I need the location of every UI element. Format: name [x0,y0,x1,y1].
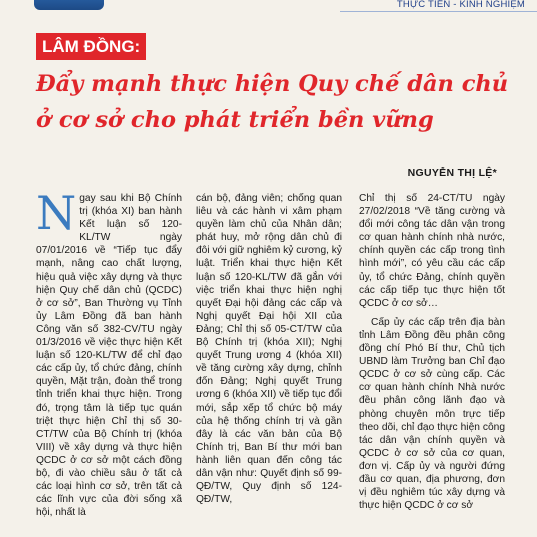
body-column-3 [359,192,505,537]
column-1-text: gay sau khi Bộ Chính trị (khóa XI) ban hành Kết luận số 120-KL/TW ngày 07/01/2016 về “Tiếp tục đẩy mạnh, nâng cao chất lượng, hiệu quả việc xây dựng và thực hiện Quy chế dân chủ (QCDC) ở cơ sở”, Ban Thường vụ Tỉnh ủy Lâm Đồng đã ban hành Công văn số 382-CV/TU ngày 01/3/2016 về việc thực hiện Kết luận số 120-KL/TW để chỉ đạo các cấp ủy, tổ chức đảng, chính quyền, Mặt trận, đoàn thể trong tỉnh triển khai thực hiện. Trong đó, trọng tâm là tiếp tục quán triệt thực hiện Chỉ thị số 30-CT/TW của Bộ Chính trị (khóa VIII) về xây dựng và thực hiện QCDC ở cơ sở một cách đồng bộ, đi vào chiều sâu ở tất cả các loại hình cơ sở, trên tất cả các lĩnh vực của đời sống xã hội, nhất là [36,193,182,519]
drop-cap: N [36,192,77,240]
column-3-paragraph-2: Cấp ủy các cấp trên địa bàn tỉnh Lâm Đồng đều phân công đồng chí Phó Bí thư, Chủ tịch UBND làm Trưởng ban Chỉ đạo QCDC ở cơ sở cùng cấp. Các cơ quan hành chính Nhà nước đều phân công lãnh đạo và phòng chuyên môn trực tiếp theo dõi, chỉ đạo thực hiện công tác dân vận chính quyền và QCDC ở cơ sở của cơ quan, đơn vị. Cấp ủy và người đứng đầu cơ quan, địa phương, đơn vị đều nghiêm túc xây dựng và thực hiện QCDC ở cơ sở [359,316,505,512]
title-line-2: ở cơ sở cho phát triển bền vững [36,107,434,133]
header-rule [340,11,537,12]
author-byline: NGUYỄN THỊ LỆ* [407,167,497,179]
body-column-1 [36,192,182,537]
page-header [0,0,537,12]
section-label: THỰC TIỄN - KINH NGHIỆM [396,0,525,10]
article-title [36,66,516,138]
title-line-1: Đẩy mạnh thực hiện Quy chế dân chủ [36,71,509,97]
article-kicker: LÂM ĐỒNG: [36,33,146,60]
column-2-text: cán bộ, đảng viên; chống quan liêu và các hành vi xâm phạm quyền làm chủ của Nhân dân; phát huy, mở rộng dân chủ đi đôi với giữ nghiêm kỷ cương, kỷ luật. Triển khai thực hiện Kết luận số 120-KL/TW đã gắn với việc triển khai thực hiện nghị quyết Đại hội đảng các cấp và Nghị quyết Đại hội XII của Đảng; Chỉ thị số 05-CT/TW của Bộ Chính trị (khóa XII); Nghị quyết Trung ương 4 (khóa XII) về tăng cường xây dựng, chỉnh đốn Đảng; Nghị quyết Trung ương 6 (khóa XII) về tiếp tục đổi mới, sắp xếp tổ chức bộ máy của hệ thống chính trị và gần đây là các văn bản của Bộ Chính trị, Ban Bí thư mới ban hành liên quan đến công tác dân vận như: Quyết định số 99-QĐ/TW, Quy định số 124-QĐ/TW, [196,193,342,506]
body-column-2 [196,192,342,537]
column-3-paragraph-1: Chỉ thị số 24-CT/TU ngày 27/02/2018 “Về tăng cường và đổi mới công tác dân vận trong cơ quan hành chính nhà nước, chính quyền các cấp trong tình hình mới”, có yêu cầu các cấp ủy, tổ chức Đảng, chính quyền các cấp tiếp tục thực hiện tốt QCDC ở cơ sở… [359,193,505,309]
magazine-logo [34,0,104,10]
